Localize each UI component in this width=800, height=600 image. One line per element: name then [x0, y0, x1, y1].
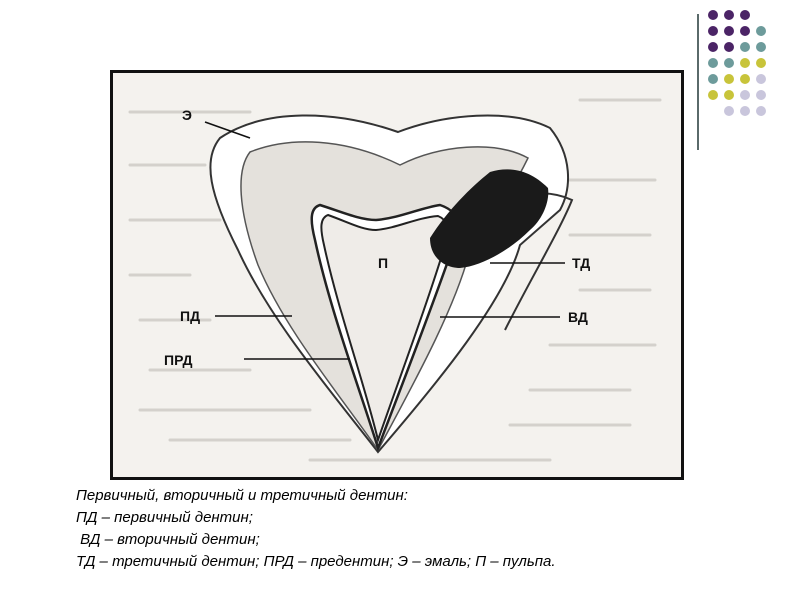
decorative-dot: [724, 26, 734, 36]
caption-line-1: Первичный, вторичный и третичный дентин:: [76, 487, 408, 504]
label-secondary-dentin: ВД: [568, 309, 588, 325]
decorative-dot: [724, 58, 734, 68]
decorative-dot: [724, 42, 734, 52]
decorative-dot: [708, 10, 718, 20]
decorative-dot: [756, 74, 766, 84]
decorative-dot: [756, 106, 766, 116]
decorative-dot: [740, 74, 750, 84]
caption-line-4: ТД – третичный дентин; ПРД – предентин; Э – эмаль; П – пульпа.: [76, 553, 556, 570]
figure-caption: [76, 485, 776, 573]
decorative-dot: [724, 10, 734, 20]
label-predentin: ПРД: [164, 352, 193, 368]
decorative-dot: [708, 26, 718, 36]
decorative-dot: [708, 90, 718, 100]
label-primary-dentin: ПД: [180, 308, 201, 324]
label-tertiary-dentin: ТД: [572, 255, 591, 271]
decorative-dot: [756, 26, 766, 36]
decorative-dot: [740, 26, 750, 36]
label-enamel: Э: [182, 107, 192, 123]
decorative-dot: [724, 106, 734, 116]
decorative-dot: [708, 74, 718, 84]
decorative-dot: [740, 58, 750, 68]
label-pulp: П: [378, 255, 389, 271]
decorative-dot: [708, 42, 718, 52]
tooth-dentin-diagram: [110, 70, 684, 480]
caption-line-2: ПД – первичный дентин;: [76, 509, 253, 526]
decorative-dot-grid: [708, 10, 778, 130]
decorative-divider-line: [697, 14, 699, 150]
decorative-dot: [740, 10, 750, 20]
decorative-dot: [740, 106, 750, 116]
caption-line-3: ВД – вторичный дентин;: [76, 531, 260, 548]
decorative-dot: [724, 90, 734, 100]
decorative-dot: [756, 58, 766, 68]
decorative-dot: [724, 74, 734, 84]
decorative-dot: [740, 42, 750, 52]
decorative-dot: [708, 58, 718, 68]
decorative-dot: [756, 90, 766, 100]
decorative-dot: [756, 42, 766, 52]
decorative-dot: [740, 90, 750, 100]
